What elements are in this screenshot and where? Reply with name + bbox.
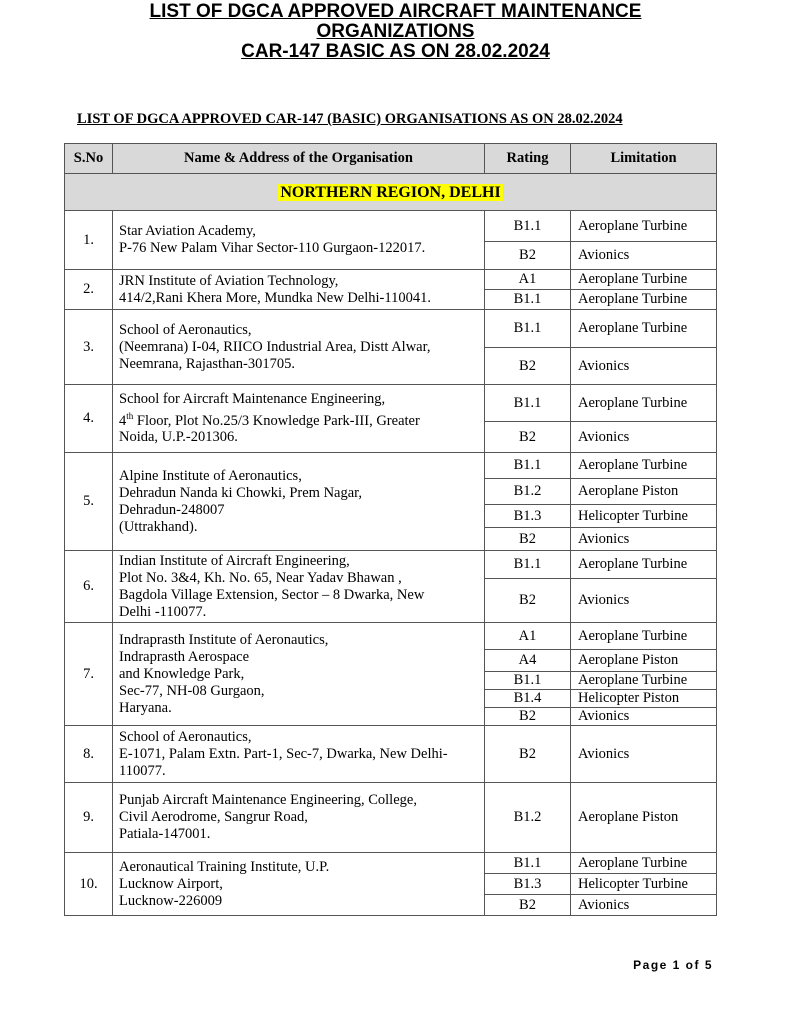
title-line-2: ORGANIZATIONS <box>316 21 475 42</box>
limitation-cell: Avionics <box>571 528 717 551</box>
table-row <box>65 211 717 242</box>
address-line: JRN Institute of Aviation Technology, <box>119 272 339 289</box>
rating-cell: B2 <box>485 528 571 551</box>
limitation-cell: Aeroplane Turbine <box>571 453 717 479</box>
table-row <box>65 726 717 783</box>
address-line: Haryana. <box>119 699 172 716</box>
region-label: NORTHERN REGION, DELHI <box>280 183 501 201</box>
limitation-cell: Aeroplane Piston <box>571 479 717 505</box>
table-row <box>65 310 717 348</box>
address-line: Star Aviation Academy, <box>119 223 256 239</box>
rating-cell: B1.1 <box>485 385 571 422</box>
address-line: Delhi -110077. <box>119 603 207 620</box>
address-line: (Neemrana) I-04, RIICO Industrial Area, Distt Alwar, <box>119 338 431 355</box>
address-line: Indian Institute of Aircraft Engineering, <box>119 552 350 569</box>
rating-cell: B1.1 <box>485 211 571 242</box>
address-line: Lucknow Airport, <box>119 875 223 892</box>
serial-number: 9. <box>65 783 113 853</box>
organisation-address <box>113 270 485 310</box>
organisation-address <box>113 453 485 551</box>
address-line: Indraprasth Institute of Aeronautics, <box>119 631 329 648</box>
organisation-address <box>113 726 485 783</box>
limitation-cell: Avionics <box>571 708 717 726</box>
organisation-address <box>113 310 485 385</box>
rating-cell: B2 <box>485 579 571 623</box>
address-line: (Uttrakhand). <box>119 518 198 535</box>
address-line: 110077. <box>119 762 166 779</box>
organisation-address <box>113 211 485 270</box>
column-header-rating: Rating <box>485 144 571 174</box>
column-header-organisation: Name & Address of the Organisation <box>113 144 485 174</box>
address-line: Dehradun Nanda ki Chowki, Prem Nagar, <box>119 484 363 501</box>
limitation-cell: Aeroplane Piston <box>571 783 717 853</box>
serial-number: 2. <box>65 270 113 310</box>
limitation-cell: Aeroplane Turbine <box>571 310 717 348</box>
limitation-cell: Helicopter Turbine <box>571 505 717 528</box>
organisation-address <box>113 385 485 453</box>
limitation-cell: Avionics <box>571 895 717 916</box>
limitation-cell: Aeroplane Turbine <box>571 623 717 650</box>
region-cell <box>65 174 717 211</box>
table-row <box>65 853 717 874</box>
table-row <box>65 551 717 579</box>
table-row <box>65 385 717 422</box>
table-row <box>65 270 717 290</box>
address-line: Noida, U.P.-201306. <box>119 429 238 446</box>
address-line: School for Aircraft Maintenance Engineering, <box>119 390 386 407</box>
column-header-sno: S.No <box>65 144 113 174</box>
address-line: Alpine Institute of Aeronautics, <box>119 467 302 484</box>
serial-number: 5. <box>65 453 113 551</box>
address-line: Dehradun-248007 <box>119 501 225 518</box>
rating-cell: B1.1 <box>485 672 571 690</box>
rating-cell: B1.2 <box>485 783 571 853</box>
limitation-cell: Aeroplane Turbine <box>571 385 717 422</box>
table-caption: LIST OF DGCA APPROVED CAR-147 (BASIC) ORGANISATIONS AS ON 28.02.2024 <box>77 111 623 127</box>
table-row <box>65 453 717 479</box>
serial-number: 10. <box>65 853 113 916</box>
rating-cell: B1.2 <box>485 479 571 505</box>
organisation-address <box>113 623 485 726</box>
limitation-cell: Avionics <box>571 422 717 453</box>
organisation-address <box>113 783 485 853</box>
table-row <box>65 783 717 853</box>
limitation-cell: Avionics <box>571 242 717 270</box>
rating-cell: B2 <box>485 242 571 270</box>
rating-cell: A1 <box>485 270 571 290</box>
page-number: Page 1 of 5 <box>633 958 713 972</box>
limitation-cell: Aeroplane Turbine <box>571 211 717 242</box>
rating-cell: B1.1 <box>485 310 571 348</box>
organisation-address <box>113 853 485 916</box>
rating-cell: B1.4 <box>485 690 571 708</box>
serial-number: 1. <box>65 211 113 270</box>
table-row <box>65 623 717 650</box>
title-line-1: LIST OF DGCA APPROVED AIRCRAFT MAINTENANCE <box>149 1 642 22</box>
limitation-cell: Avionics <box>571 348 717 385</box>
address-line: School of Aeronautics, <box>119 728 252 745</box>
limitation-cell: Aeroplane Piston <box>571 650 717 672</box>
address-line: School of Aeronautics, <box>119 321 252 338</box>
address-line: Neemrana, Rajasthan-301705. <box>119 355 295 372</box>
limitation-cell: Avionics <box>571 726 717 783</box>
serial-number: 7. <box>65 623 113 726</box>
rating-cell: B1.3 <box>485 505 571 528</box>
rating-cell: B2 <box>485 726 571 783</box>
table-body <box>65 174 717 916</box>
rating-cell: B2 <box>485 708 571 726</box>
address-line: Bagdola Village Extension, Sector – 8 Dwarka, New <box>119 586 425 603</box>
serial-number: 6. <box>65 551 113 623</box>
serial-number: 3. <box>65 310 113 385</box>
address-line: E-1071, Palam Extn. Part-1, Sec-7, Dwarka, New Delhi- <box>119 745 448 762</box>
rating-cell: B1.1 <box>485 551 571 579</box>
document-title <box>0 2 791 62</box>
rating-cell: B1.1 <box>485 290 571 310</box>
address-line: P-76 New Palam Vihar Sector-110 Gurgaon-122017. <box>119 240 426 256</box>
rating-cell: B2 <box>485 422 571 453</box>
serial-number: 4. <box>65 385 113 453</box>
rating-cell: B2 <box>485 348 571 385</box>
rating-cell: B1.1 <box>485 453 571 479</box>
rating-cell: B1.1 <box>485 853 571 874</box>
address-line: Aeronautical Training Institute, U.P. <box>119 858 330 875</box>
address-line: Civil Aerodrome, Sangrur Road, <box>119 809 308 825</box>
serial-number: 8. <box>65 726 113 783</box>
limitation-cell: Helicopter Piston <box>571 690 717 708</box>
limitation-cell: Aeroplane Turbine <box>571 270 717 290</box>
limitation-cell: Helicopter Turbine <box>571 874 717 895</box>
rating-cell: B2 <box>485 895 571 916</box>
column-header-limitation: Limitation <box>571 144 717 174</box>
address-line: Indraprasth Aerospace <box>119 648 250 665</box>
address-line: Punjab Aircraft Maintenance Engineering, College, <box>119 792 417 808</box>
limitation-cell: Aeroplane Turbine <box>571 672 717 690</box>
table-header-row <box>65 144 717 174</box>
region-row <box>65 174 717 211</box>
organisation-address <box>113 551 485 623</box>
rating-cell: A1 <box>485 623 571 650</box>
rating-cell: B1.3 <box>485 874 571 895</box>
limitation-cell: Aeroplane Turbine <box>571 290 717 310</box>
address-line: 4th Floor, Plot No.25/3 Knowledge Park-III, Greater <box>119 410 420 429</box>
limitation-cell: Avionics <box>571 579 717 623</box>
address-line: Plot No. 3&4, Kh. No. 65, Near Yadav Bhawan , <box>119 569 402 586</box>
address-line: and Knowledge Park, <box>119 665 245 682</box>
limitation-cell: Aeroplane Turbine <box>571 853 717 874</box>
address-line: Sec-77, NH-08 Gurgaon, <box>119 682 265 699</box>
address-line: Patiala-147001. <box>119 826 211 842</box>
limitation-cell: Aeroplane Turbine <box>571 551 717 579</box>
rating-cell: A4 <box>485 650 571 672</box>
organisations-table <box>64 143 717 916</box>
title-line-3: CAR-147 BASIC AS ON 28.02.2024 <box>241 41 550 62</box>
address-line: Lucknow-226009 <box>119 892 223 909</box>
address-line: 414/2,Rani Khera More, Mundka New Delhi-110041. <box>119 289 431 306</box>
